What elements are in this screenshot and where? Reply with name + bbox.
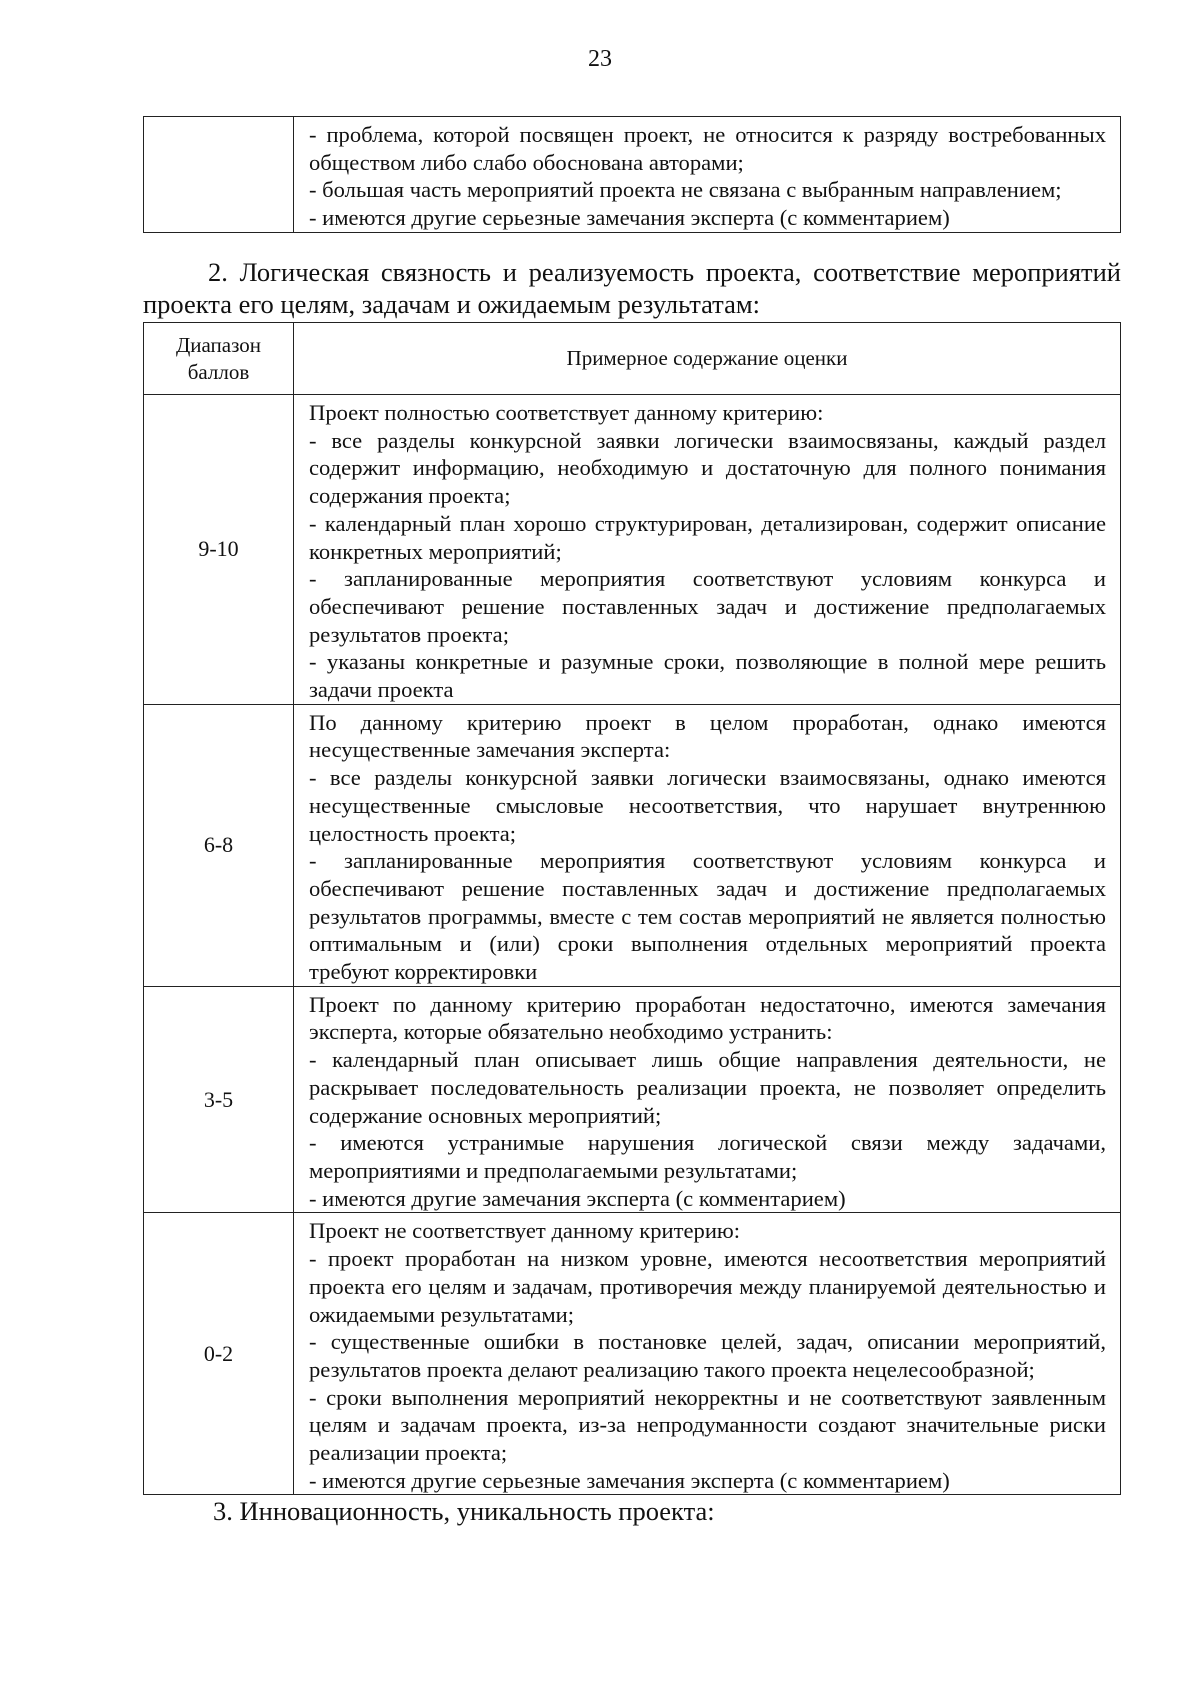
- criteria-line: - сроки выполнения мероприятий некорректны и не соответствуют заявленным целям и задачам проекта, из-за непродуманности создают значительные риски реализации проекта;: [309, 1384, 1106, 1466]
- continuation-table: [143, 116, 1121, 233]
- criteria-line: - запланированные мероприятия соответствуют условиям конкурса и обеспечивают решение поставленных задач и достижение предполагаемых результатов проекта;: [309, 566, 1106, 647]
- criteria-text-cell: [294, 1213, 1121, 1495]
- criteria-text-cell: [294, 704, 1121, 986]
- table-header-row: [144, 323, 1121, 395]
- criteria-line: - проблема, которой посвящен проект, не относится к разряду востребованных обществом либо слабо обоснована авторами;: [309, 122, 1106, 175]
- criteria-line: - все разделы конкурсной заявки логически взаимосвязаны, однако имеются несущественные смысловые несоответствия, что нарушает внутреннюю целостность проекта;: [309, 765, 1106, 846]
- score-cell: 6-8: [144, 704, 294, 986]
- criteria-line: Проект полностью соответствует данному критерию:: [309, 400, 824, 425]
- score-cell: 9-10: [144, 395, 294, 705]
- criteria-text-cell: [294, 986, 1121, 1213]
- table-row: [144, 1213, 1121, 1495]
- score-cell-empty: [144, 117, 294, 233]
- header-score-range: Диапазон баллов: [144, 323, 294, 395]
- criteria-line: - существенные ошибки в постановке целей, задач, описании мероприятий, результатов проекта делают реализацию такого проекта нецелесообразной;: [309, 1329, 1106, 1382]
- score-cell: 0-2: [144, 1213, 294, 1495]
- criteria-line: - указаны конкретные и разумные сроки, позволяющие в полной мере решить задачи проекта: [309, 649, 1106, 703]
- table-row: [144, 117, 1121, 233]
- criteria-line: - запланированные мероприятия соответствуют условиям конкурса и обеспечивают решение поставленных задач и достижение предполагаемых результатов программы, вместе с тем состав мероприятий не является полностью оптимальным и (или) сроки выполнения отдельных мероприятий проекта требуют корректировки: [309, 848, 1106, 985]
- criteria-line: - имеются устранимые нарушения логической связи между задачами, мероприятиями и предполагаемыми результатами;: [309, 1130, 1106, 1183]
- table-row: [144, 704, 1121, 986]
- criteria-line: - проект проработан на низком уровне, имеются несоответствия мероприятий проекта его целям и задачам, противоречия между планируемой деятельностью и ожидаемыми результатами;: [309, 1246, 1106, 1327]
- score-cell: 3-5: [144, 986, 294, 1213]
- criteria-line: - все разделы конкурсной заявки логически взаимосвязаны, каждый раздел содержит информацию, необходимую и достаточную для полного понимания содержания проекта;: [309, 427, 1106, 509]
- criteria-line: - большая часть мероприятий проекта не связана с выбранным направлением;: [309, 177, 1062, 203]
- scoring-table: [143, 322, 1121, 1495]
- criteria-text-cell: [294, 117, 1121, 233]
- criteria-line: Проект по данному критерию проработан недостаточно, имеются замечания эксперта, которые обязательно необходимо устранить:: [309, 991, 1106, 1045]
- criteria-line: По данному критерию проект в целом проработан, однако имеются несущественные замечания эксперта:: [309, 709, 1106, 763]
- section-2-heading: 2. Логическая связность и реализуемость проекта, соответствие мероприятий проекта его целям, задачам и ожидаемым результатам:: [143, 257, 1121, 319]
- criteria-line: Проект не соответствует данному критерию:: [309, 1218, 741, 1244]
- header-content: Примерное содержание оценки: [294, 323, 1121, 395]
- criteria-line: - календарный план хорошо структурирован, детализирован, содержит описание конкретных мероприятий;: [309, 510, 1106, 564]
- criteria-line: - имеются другие замечания эксперта (с комментарием): [309, 1185, 846, 1211]
- page-number: 23: [588, 46, 612, 72]
- criteria-line: - календарный план описывает лишь общие направления деятельности, не раскрывает последовательность реализации проекта, не позволяет определить содержание основных мероприятий;: [309, 1047, 1106, 1128]
- table-row: [144, 395, 1121, 705]
- criteria-text-cell: [294, 395, 1121, 705]
- criteria-line: - имеются другие серьезные замечания эксперта (с комментарием): [309, 1467, 950, 1493]
- section-3-heading: 3. Инновационность, уникальность проекта:: [213, 1496, 715, 1526]
- table-row: [144, 986, 1121, 1213]
- criteria-line: - имеются другие серьезные замечания эксперта (с комментарием): [309, 205, 950, 231]
